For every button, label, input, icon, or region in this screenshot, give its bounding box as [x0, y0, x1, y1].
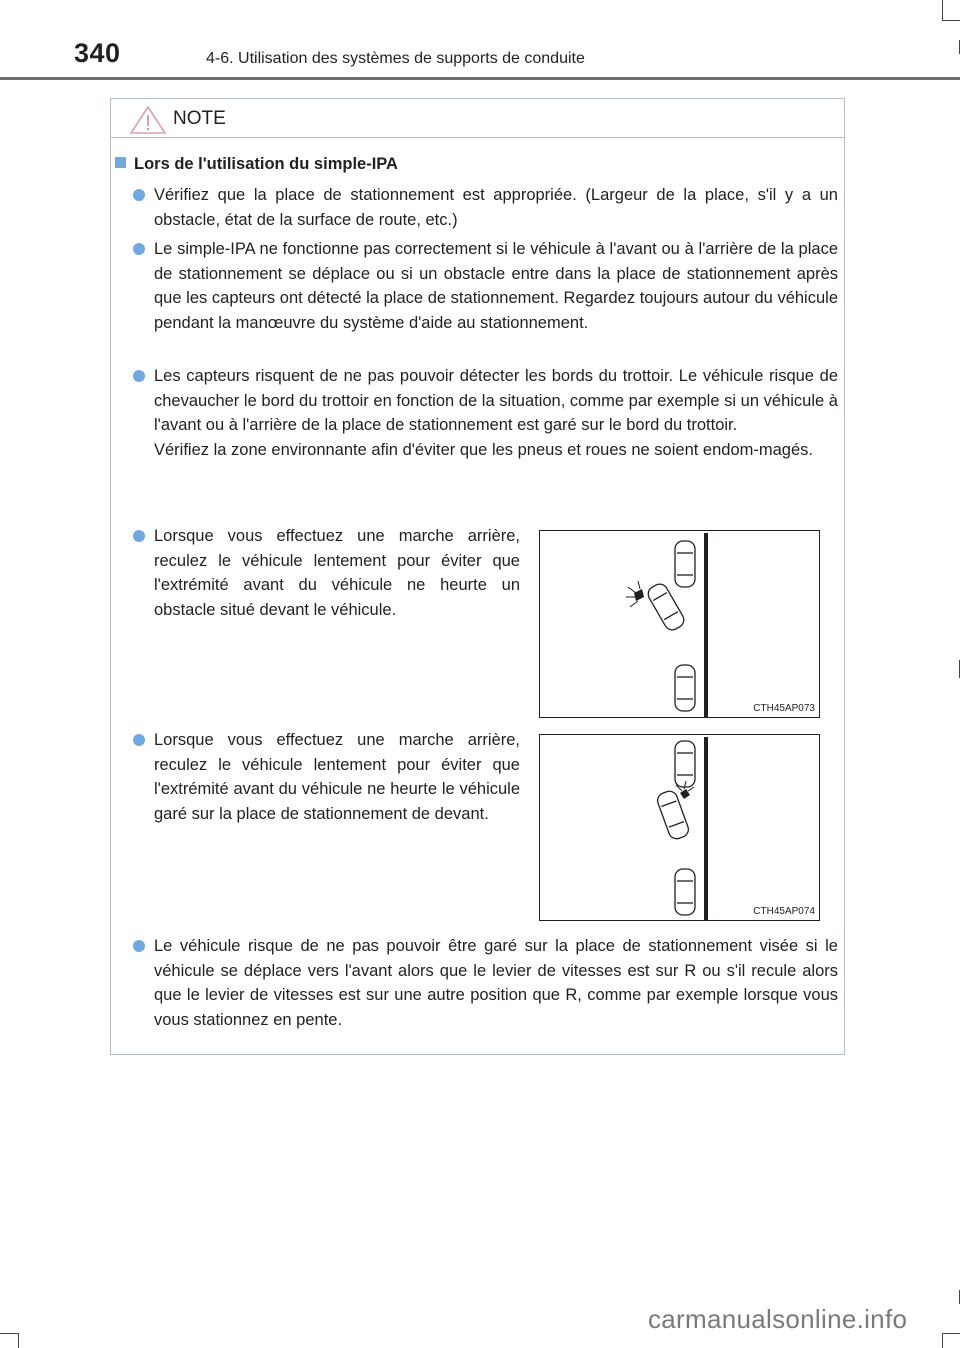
watermark: carmanualsonline.info [648, 1304, 908, 1334]
note-bullet: Le simple-IPA ne fonctionne pas correctement si le véhicule à l'avant ou à l'arrière de la place de stationnement se déplace ou si un obstacle entre dans la place de stationnement après que les capteurs ont détecté la place de stationnement. Regardez toujours autour du véhicule pendant la manœuvre du système d'aide au stationnement. [154, 237, 838, 335]
section-title: 4-6. Utilisation des systèmes de supports de conduite [206, 50, 585, 67]
note-header [111, 99, 844, 138]
note-bullet: Vérifiez que la place de stationnement est appropriée. (Largeur de la place, s'il y a un obstacle, état de la surface de route, etc.) [154, 183, 838, 232]
illustration-vehicle-collision [539, 734, 820, 921]
section-heading: Lors de l'utilisation du simple-IPA [115, 155, 398, 174]
crop-mark [0, 1333, 18, 1334]
crop-mark [18, 1333, 19, 1348]
parking-diagram [540, 735, 820, 921]
crop-mark [942, 1333, 960, 1334]
note-bullet: Lorsque vous effectuez une marche arrière, reculez le véhicule lentement pour éviter que l'extrémité avant du véhicule ne heurte le véhicule garé sur la place de stationnement de devant. [154, 728, 520, 826]
page-number: 340 [74, 38, 121, 68]
note-bullet: Le véhicule risque de ne pas pouvoir être garé sur la place de stationnement visée si le véhicule se déplace vers l'avant alors que le levier de vitesses est sur R ou s'il recule alors que le levier de vitesses est sur une autre position que R, comme par exemple lorsque vous vous stationnez en pente. [154, 934, 838, 1032]
bullet-dot-icon [133, 243, 145, 255]
illustration-curb-collision [539, 530, 820, 718]
note-bullet: Lorsque vous effectuez une marche arrière, reculez le véhicule lentement pour éviter que l'extrémité avant du véhicule ne heurte un obstacle situé devant le véhicule. [154, 524, 520, 622]
bullet-dot-icon [133, 189, 145, 201]
note-label: NOTE [173, 108, 226, 129]
figure-code: CTH45AP073 [753, 703, 815, 714]
bullet-dot-icon [133, 734, 145, 746]
bullet-dot-icon [133, 940, 145, 952]
figure-code: CTH45AP074 [753, 906, 815, 917]
header-rule [0, 77, 960, 80]
note-bullet: Les capteurs risquent de ne pas pouvoir détecter les bords du trottoir. Le véhicule risque de chevaucher le bord du trottoir en fonction de la situation, comme par exemple si un véhicule à l'avant ou à l'arrière de la place de stationnement est garé sur le bord du trottoir. Vérifiez la zone environnante afin d'éviter que les pneus et roues ne soient endom-magés. [154, 364, 838, 462]
crop-mark [942, 1333, 943, 1348]
square-bullet-icon [115, 157, 126, 168]
page-header [0, 0, 960, 82]
bullet-dot-icon [133, 530, 145, 542]
parking-diagram [540, 531, 820, 718]
bullet-dot-icon [133, 370, 145, 382]
warning-triangle-icon [129, 105, 167, 135]
